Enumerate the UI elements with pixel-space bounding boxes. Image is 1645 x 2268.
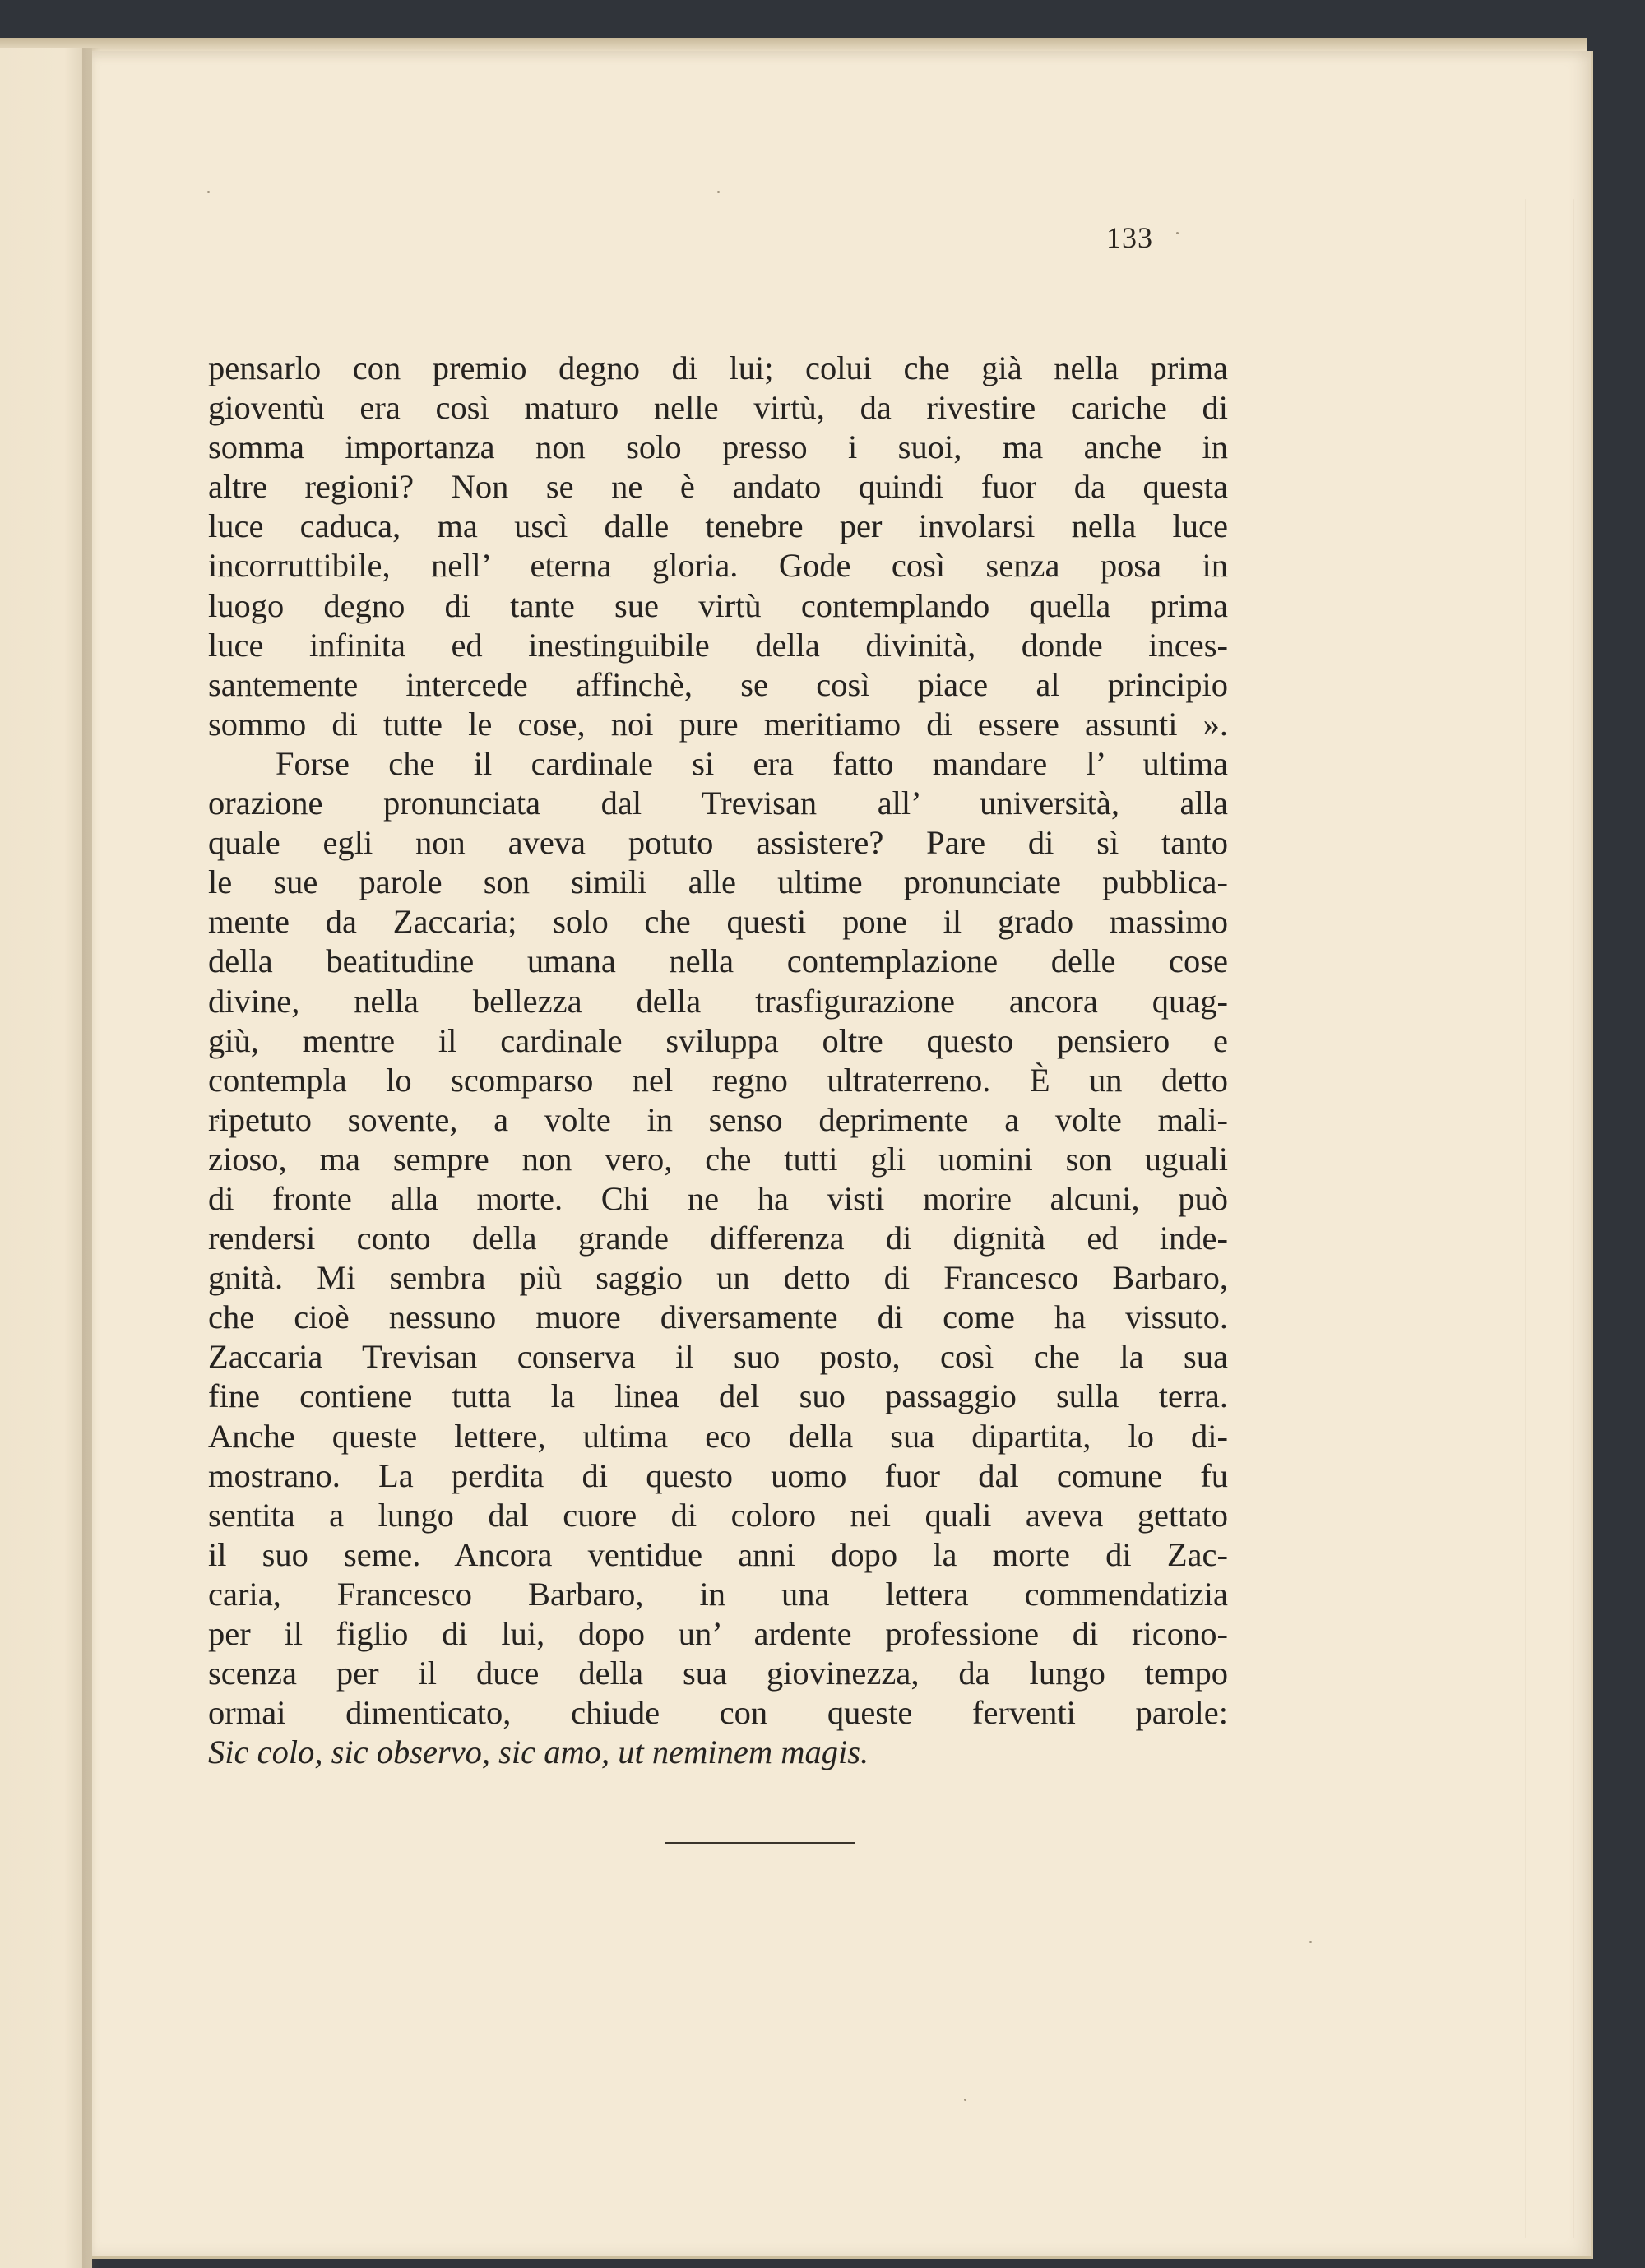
body-text (208, 349, 1228, 1772)
text-line: ripetuto sovente, a volte in senso deprimente a volte mali- (208, 1100, 1228, 1138)
text-line: contempla lo scomparso nel regno ultraterreno. È un detto (208, 1061, 1228, 1099)
text-line: per il figlio di lui, dopo un’ ardente professione di ricono- (208, 1615, 1228, 1652)
latin-quote-line: Sic colo, sic observo, sic amo, ut neminem magis. (208, 1733, 869, 1771)
text-line: pensarlo con premio degno di lui; colui che già nella prima (208, 349, 1228, 386)
paper-speck (717, 191, 720, 193)
text-line: luce caduca, ma uscì dalle tenebre per involarsi nella luce (208, 507, 1228, 545)
text-line: della beatitudine umana nella contemplazione delle cose (208, 942, 1228, 980)
facing-page-edge (0, 48, 92, 2268)
text-line: mente da Zaccaria; solo che questi pone il grado massimo (208, 903, 1228, 941)
text-line: giù, mentre il cardinale sviluppa oltre questo pensiero e (208, 1021, 1228, 1059)
text-line: luce infinita ed inestinguibile della divinità, donde inces- (208, 626, 1228, 664)
text-line: quale egli non aveva potuto assistere? Pare di sì tanto (208, 824, 1228, 862)
text-line: che cioè nessuno muore diversamente di come ha vissuto. (208, 1298, 1228, 1336)
text-line: Zaccaria Trevisan conserva il suo posto, così che la sua (208, 1338, 1228, 1376)
text-line: gnità. Mi sembra più saggio un detto di Francesco Barbaro, (208, 1259, 1228, 1297)
page-watermark-strip (1525, 199, 1574, 2238)
text-line: zioso, ma sempre non vero, che tutti gli uomini son uguali (208, 1140, 1228, 1178)
text-line: le sue parole son simili alle ultime pronunciate pubblica- (208, 863, 1228, 901)
text-line: gioventù era così maturo nelle virtù, da rivestire cariche di (208, 389, 1228, 427)
text-line: orazione pronunciata dal Trevisan all’ università, alla (208, 785, 1228, 822)
text-line: sommo di tutte le cose, noi pure meritiamo di essere assunti ». (208, 705, 1228, 743)
text-line: altre regioni? Non se ne è andato quindi fuor da questa (208, 468, 1228, 506)
page-number: 133 (1106, 221, 1153, 254)
paper-speck (207, 191, 210, 193)
paper-speck (1309, 1941, 1312, 1943)
text-line: mostrano. La perdita di questo uomo fuor dal comune fu (208, 1456, 1228, 1494)
text-line: luogo degno di tante sue virtù contemplando quella prima (208, 586, 1228, 624)
text-line: di fronte alla morte. Chi ne ha visti morire alcuni, può (208, 1179, 1228, 1217)
closing-rule (665, 1842, 855, 1844)
paragraph-start-line: Forse che il cardinale si era fatto mandare l’ ultima (276, 744, 1228, 782)
text-line: incorruttibile, nell’ eterna gloria. Gode così senza posa in (208, 547, 1228, 585)
text-line: sentita a lungo dal cuore di coloro nei quali aveva gettato (208, 1496, 1228, 1534)
page-top-edge (0, 38, 1587, 51)
text-line: Anche queste lettere, ultima eco della sua dipartita, lo di- (208, 1417, 1228, 1455)
text-line: caria, Francesco Barbaro, in una lettera commendatizia (208, 1575, 1228, 1613)
text-line: somma importanza non solo presso i suoi, ma anche in (208, 428, 1228, 466)
text-line: il suo seme. Ancora ventidue anni dopo la morte di Zac- (208, 1535, 1228, 1573)
text-line: rendersi conto della grande differenza di dignità ed inde- (208, 1220, 1228, 1257)
text-line: divine, nella bellezza della trasfigurazione ancora quag- (208, 982, 1228, 1020)
text-line: santemente intercede affinchè, se così piace al principio (208, 665, 1228, 703)
paper-speck (1176, 232, 1179, 234)
text-line: ormai dimenticato, chiude con queste ferventi parole: (208, 1694, 1228, 1732)
text-line: fine contiene tutta la linea del suo passaggio sulla terra. (208, 1377, 1228, 1415)
text-line: scenza per il duce della sua giovinezza, da lungo tempo (208, 1655, 1228, 1692)
paper-speck (964, 2099, 966, 2101)
